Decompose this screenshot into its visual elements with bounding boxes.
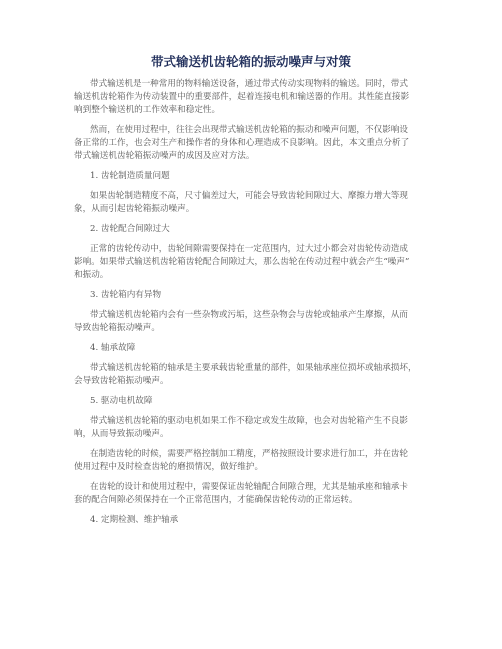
paragraph-line: 带式输送机齿轮箱的轴承是主要承载齿轮重量的部件，如果轴承座位损坏或轴承损坏， bbox=[90, 363, 417, 373]
paragraph-line: 带式输送机齿轮箱振动噪声的成因及应对方法。 bbox=[74, 151, 255, 161]
section-heading: 4. 轴承故障 bbox=[90, 343, 136, 353]
paragraph-line: 备正常的工作，也会对生产和操作者的身体和心理造成不良影响。因此，本文重点分析了 bbox=[74, 138, 410, 148]
paragraph bbox=[0, 309, 502, 335]
paragraph-line: 然而，在使用过程中，往往会出现带式输送机齿轮箱的振动和噪声问题，不仅影响设 bbox=[90, 125, 408, 135]
block-gap bbox=[0, 408, 502, 415]
paragraph bbox=[0, 190, 502, 216]
paragraph-line: 正常的齿轮传动中，齿轮间隙需要保持在一定范围内，过大过小都会对齿轮传动造成 bbox=[90, 244, 408, 254]
paragraph-line: 影响。如果带式输送机齿轮箱齿轮配合间隙过大，那么齿轮在传动过程中就会产生“噪声” bbox=[74, 257, 410, 267]
document-title: 带式输送机齿轮箱的振动噪声与对策 bbox=[150, 54, 351, 69]
paragraph-line: 导致齿轮箱振动噪声。 bbox=[74, 323, 160, 333]
document-body bbox=[0, 78, 502, 527]
paragraph bbox=[0, 243, 502, 282]
paragraph bbox=[0, 362, 502, 388]
block-gap bbox=[0, 216, 502, 223]
paragraph-line: 如果齿轮制造精度不高，尺寸偏差过大，可能会导致齿轮间隙过大、摩擦力增大等现 bbox=[90, 191, 408, 201]
paragraph bbox=[0, 415, 502, 441]
paragraph-line: 在齿轮的设计和使用过程中，需要保证齿轮轴配合间隙合理，尤其是轴承座和轴承卡 bbox=[90, 482, 408, 492]
block-gap bbox=[0, 236, 502, 243]
paragraph-line: 响，从而导致振动噪声。 bbox=[74, 429, 169, 439]
paragraph bbox=[0, 448, 502, 474]
block-gap bbox=[0, 282, 502, 289]
paragraph-line: 和振动。 bbox=[74, 270, 109, 280]
block-gap bbox=[0, 183, 502, 190]
paragraph-line: 使用过程中及时检查齿轮的磨损情况，做好维护。 bbox=[74, 462, 264, 472]
paragraph-line: 响到整个输送机的工作效率和稳定性。 bbox=[74, 105, 221, 115]
paragraph-line: 套的配合间隙必须保持在一个正常范围内，才能确保齿轮传动的正常运转。 bbox=[74, 495, 358, 505]
paragraph-line: 带式输送机齿轮箱的驱动电机如果工作不稳定或发生故障，也会对齿轮箱产生不良影 bbox=[90, 416, 408, 426]
paragraph-line: 输送机齿轮箱作为传动装置中的重要部件，起着连接电机和输送器的作用。其性能直接影 bbox=[74, 92, 410, 102]
section-heading: 1. 齿轮制造质量问题 bbox=[90, 171, 170, 181]
block-gap bbox=[0, 355, 502, 362]
paragraph-line: 带式输送机是一种常用的物料输送设备，通过带式传动实现物料的输送。同时，带式 bbox=[90, 79, 408, 89]
block-gap bbox=[0, 335, 502, 342]
paragraph bbox=[0, 124, 502, 163]
block-gap bbox=[0, 302, 502, 309]
paragraph-line: 带式输送机齿轮箱内会有一些杂物或污垢，这些杂物会与齿轮或轴承产生摩擦，从而 bbox=[90, 310, 408, 320]
paragraph-line: 象，从而引起齿轮箱振动噪声。 bbox=[74, 204, 195, 214]
block-gap bbox=[0, 117, 502, 124]
section-heading: 5. 驱动电机故障 bbox=[90, 396, 153, 406]
section-heading: 4. 定期检测、维护轴承 bbox=[90, 515, 179, 525]
section-heading: 3. 齿轮箱内有异物 bbox=[90, 290, 162, 300]
paragraph-line: 在制造齿轮的时候，需要严格控制加工精度，严格按照设计要求进行加工，并在齿轮 bbox=[90, 449, 408, 459]
block-gap bbox=[0, 507, 502, 514]
block-gap bbox=[0, 163, 502, 170]
section-heading: 2. 齿轮配合间隙过大 bbox=[90, 224, 170, 234]
block-gap bbox=[0, 441, 502, 448]
block-gap bbox=[0, 388, 502, 395]
paragraph-line: 会导致齿轮箱振动噪声。 bbox=[74, 376, 169, 386]
block-gap bbox=[0, 474, 502, 481]
paragraph bbox=[0, 481, 502, 507]
paragraph bbox=[0, 78, 502, 117]
